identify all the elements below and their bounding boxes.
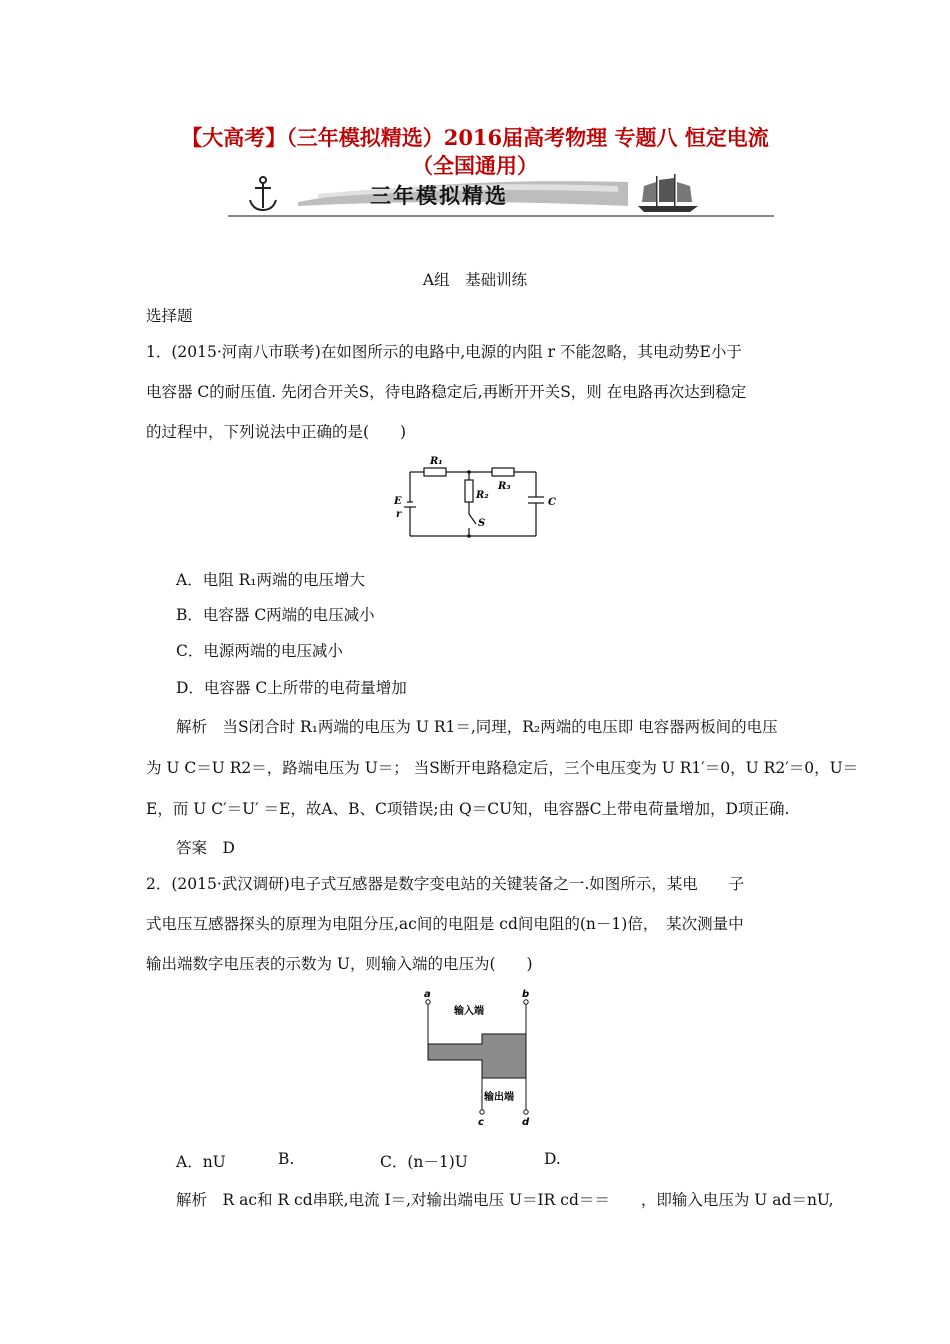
- anchor-icon: [250, 177, 276, 210]
- document-title-line1: 【大高考】（三年模拟精选）2016届高考物理 专题八 恒定电流: [181, 125, 769, 150]
- q1-option-d: D．电容器 C上所带的电荷量增加: [176, 679, 407, 697]
- q1-stem-line3: 的过程中，下列说法中正确的是( ): [146, 423, 407, 441]
- document-title-line2: （全国通用）: [412, 153, 538, 178]
- terminal-b: b: [522, 989, 530, 1000]
- resistor-r3: [492, 468, 514, 476]
- resistor-r2: [465, 480, 473, 502]
- q2-option-c: C．(n－1)U: [380, 1153, 468, 1171]
- group-heading: A组 基础训练: [422, 271, 528, 289]
- label-c: C: [548, 497, 556, 508]
- banner-title: 三年模拟精选: [370, 184, 508, 208]
- label-r1: R₁: [430, 456, 443, 467]
- q1-stem-line1: 1．(2015·河南八市联考)在如图所示的电路中,电源的内阻 r 不能忽略，其电动势E小于: [146, 343, 742, 361]
- q2-analysis: 解析 R ac和 R cd串联,电流 I＝,对输出端电压 U＝IR cd＝＝ ，即输入电压为 U ad＝nU,: [176, 1191, 834, 1209]
- q2-sensor-diagram: [418, 988, 542, 1130]
- q2-option-b: B.: [278, 1150, 295, 1168]
- question-type-heading: 选择题: [146, 307, 193, 325]
- q2-option-d: D.: [544, 1150, 561, 1168]
- q2-option-a: A．nU: [176, 1153, 226, 1171]
- q1-analysis-line3: E，而 U C′＝U′ ＝E，故A、B、C项错误;由 Q＝CU知，电容器C上带电荷量增加，D项正确.: [146, 800, 790, 818]
- label-s: S: [478, 518, 486, 529]
- ship-icon: [638, 174, 698, 212]
- q1-answer: 答案 D: [176, 839, 235, 857]
- label-e: E: [394, 496, 402, 507]
- label-r: r: [396, 509, 402, 520]
- label-r3: R₃: [498, 481, 511, 492]
- terminal-a: a: [424, 989, 431, 1000]
- input-terminal-label: 输入端: [454, 1006, 484, 1017]
- q2-stem-line3: 输出端数字电压表的示数为 U，则输入端的电压为( ): [146, 955, 533, 973]
- terminal-d: d: [522, 1117, 530, 1128]
- q2-stem-line1: 2．(2015·武汉调研)电子式互感器是数字变电站的关键装备之一.如图所示，某电 子: [146, 875, 745, 893]
- terminal-c: c: [478, 1117, 484, 1128]
- resistor-r1: [424, 468, 446, 476]
- q1-stem-line2: 电容器 C的耐压值. 先闭合开关S，待电路稳定后,再断开开关S，则 在电路再次达到稳定: [146, 383, 747, 401]
- output-terminal-label: 输出端: [484, 1092, 514, 1103]
- label-r2: R₂: [476, 490, 489, 501]
- q1-option-c: C．电源两端的电压减小: [176, 642, 343, 660]
- q1-option-b: B．电容器 C两端的电压减小: [176, 606, 375, 624]
- q1-analysis-line1: 解析 当S闭合时 R₁两端的电压为 U R1＝,同理，R₂两端的电压即 电容器两板间的电压: [176, 718, 778, 736]
- q1-analysis-line2: 为 U C＝U R2＝，路端电压为 U＝； 当S断开电路稳定后，三个电压变为 U R1′＝0，U R2′＝0，U＝: [146, 759, 859, 777]
- q1-option-a: A．电阻 R₁两端的电压增大: [176, 571, 366, 589]
- q1-circuit-diagram: [388, 452, 568, 548]
- q2-stem-line2: 式电压互感器探头的原理为电阻分压,ac间的电阻是 cd间电阻的(n－1)倍， 某次测量中: [146, 915, 744, 933]
